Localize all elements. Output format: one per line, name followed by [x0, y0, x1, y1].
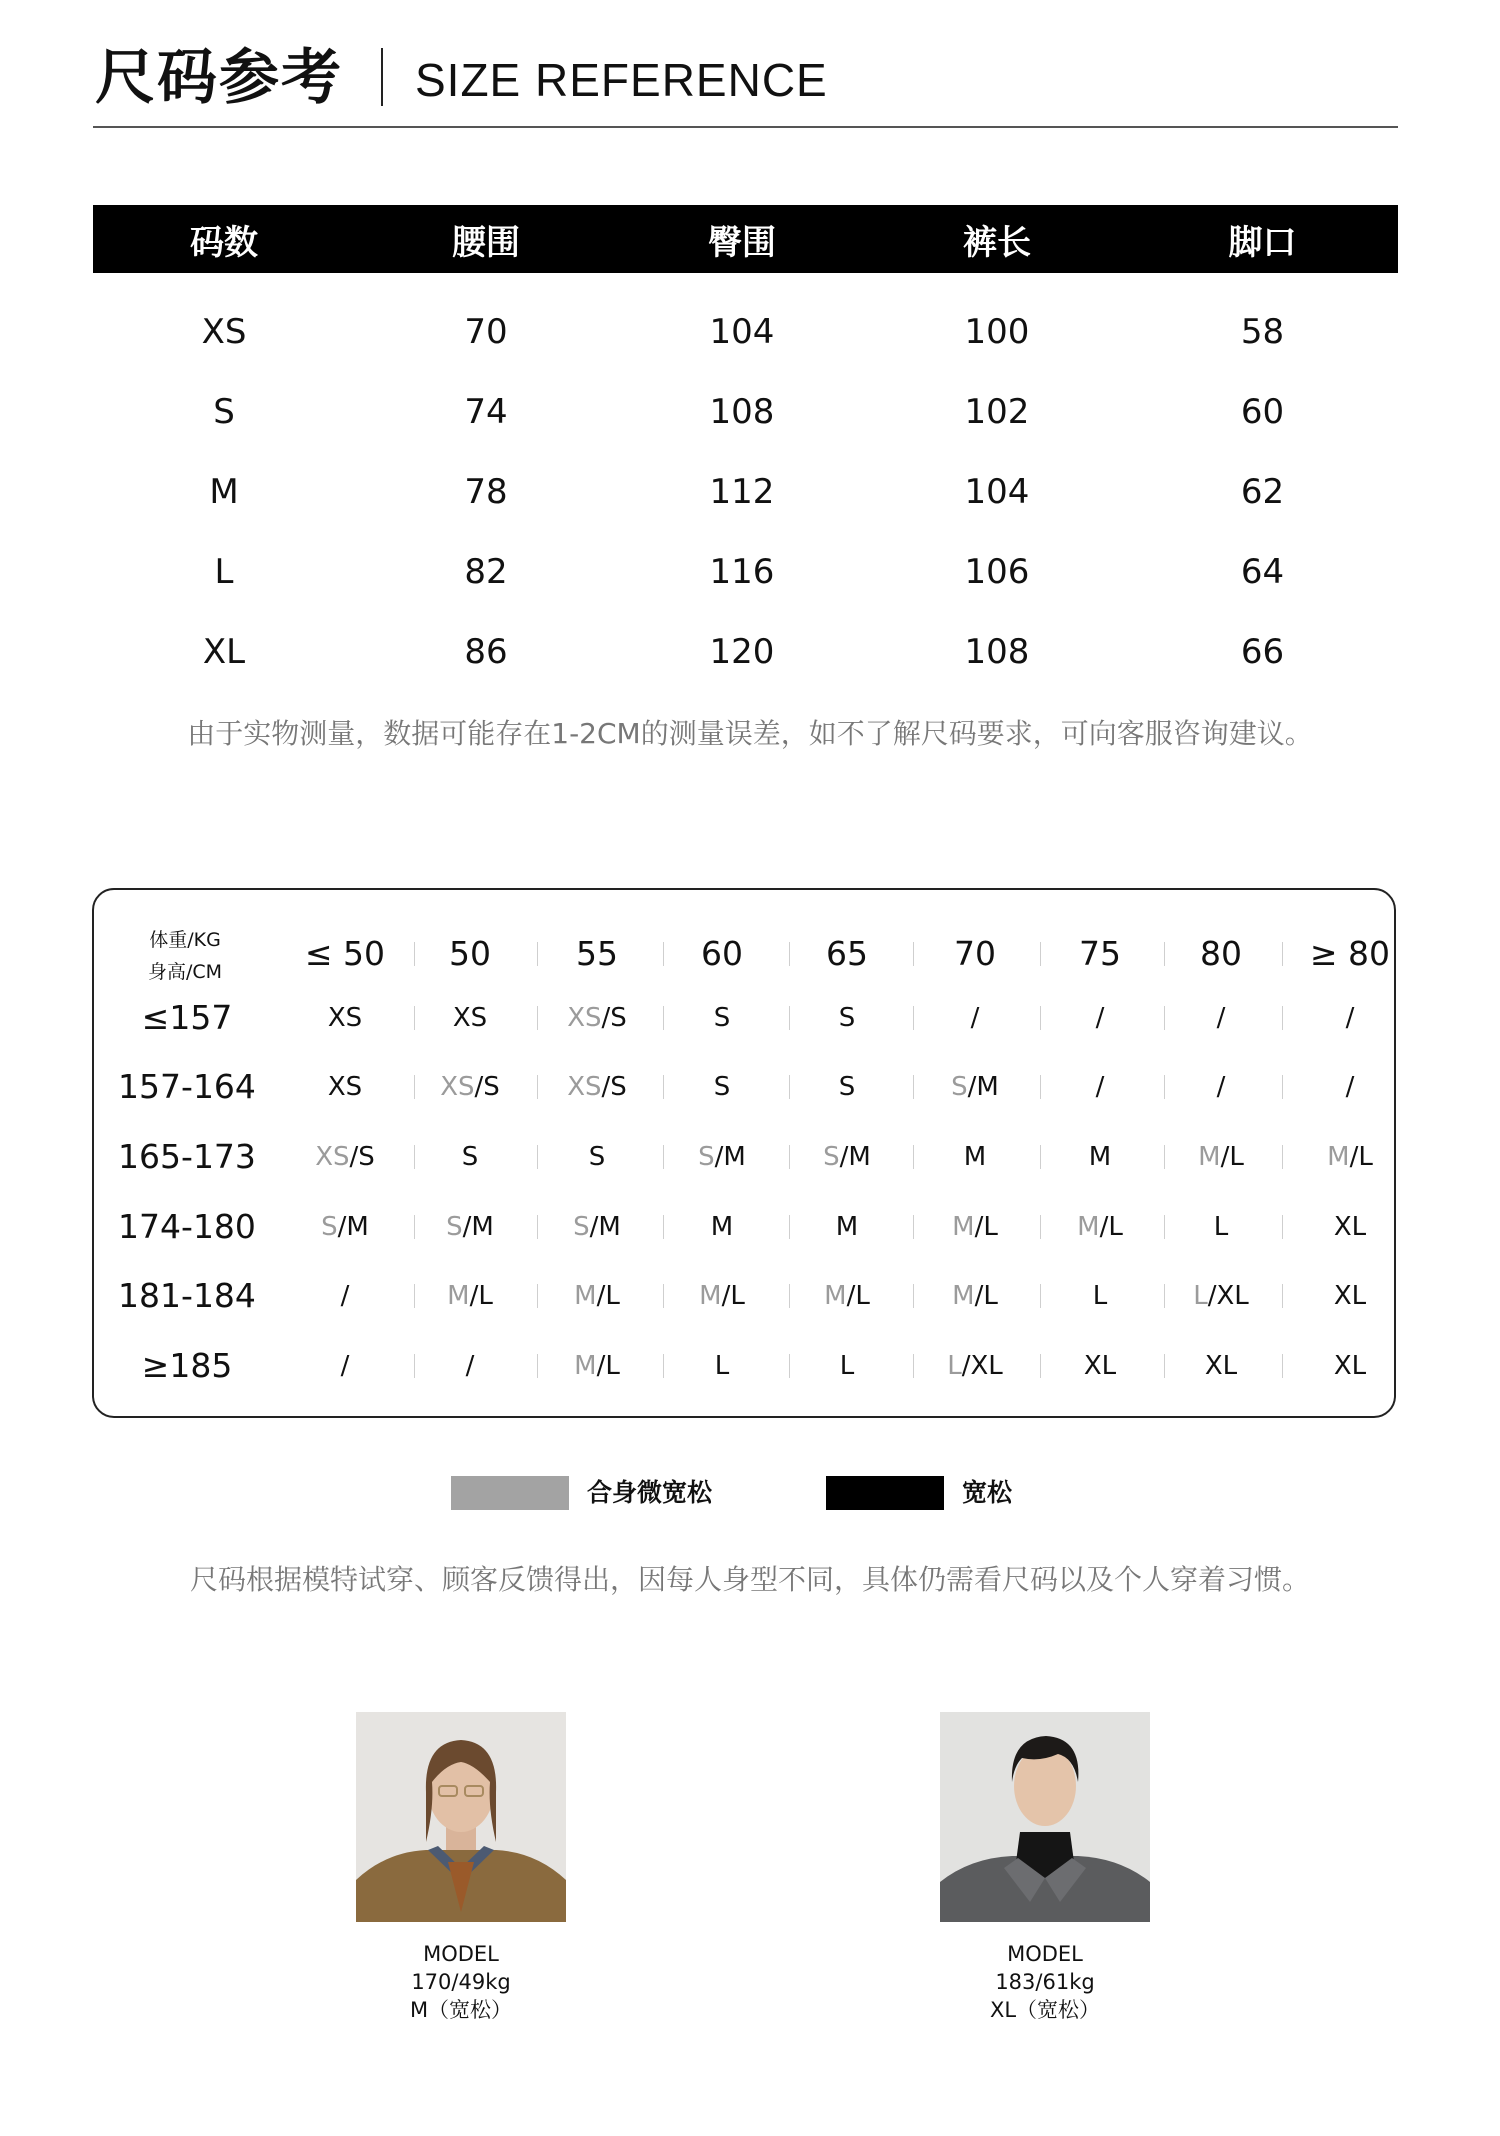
column-separator — [1040, 942, 1041, 966]
table-row — [93, 292, 1398, 372]
column-separator — [414, 1006, 415, 1030]
cell-waist: 78 — [464, 472, 508, 512]
size-loose-part: /M — [967, 1072, 999, 1102]
size-cell: L — [1213, 1212, 1229, 1242]
column-separator — [663, 1354, 664, 1378]
column-separator — [663, 1006, 664, 1030]
model-label: MODEL — [423, 1942, 499, 1966]
size-loose-part: /M — [337, 1212, 369, 1242]
size-loose-part: /L — [1099, 1212, 1123, 1242]
size-fit-part: M — [824, 1281, 847, 1311]
cell-hip: 112 — [709, 472, 775, 512]
column-separator — [663, 1284, 664, 1308]
size-cell: / — [1345, 1003, 1355, 1033]
table-row — [93, 452, 1398, 532]
size-cell: XS — [452, 1003, 488, 1033]
size-cell: XL — [1333, 1281, 1367, 1311]
size-cell — [410, 1067, 530, 1107]
table-row — [93, 532, 1398, 612]
column-separator — [1040, 1145, 1041, 1169]
height-label: ≤157 — [141, 998, 233, 1037]
col-header-length: 裤长 — [963, 222, 1031, 263]
size-cell: S — [461, 1142, 479, 1172]
size-fit-part: M — [574, 1281, 597, 1311]
size-fit-part: M — [574, 1351, 597, 1381]
size-cell — [410, 1276, 530, 1316]
size-loose-part: /L — [469, 1281, 493, 1311]
size-cell: XL — [1333, 1212, 1367, 1242]
column-separator — [1040, 1075, 1041, 1099]
cell-hem: 60 — [1240, 392, 1285, 432]
size-fit-part: M — [447, 1281, 470, 1311]
col-header-hem: 脚口 — [1228, 222, 1297, 263]
size-cell — [662, 1276, 782, 1316]
size-cell — [787, 1137, 907, 1177]
size-loose-part: /L — [846, 1281, 870, 1311]
column-separator — [1164, 1145, 1165, 1169]
model-label: MODEL — [1007, 1942, 1083, 1966]
size-cell: / — [465, 1351, 475, 1381]
model-stats: 170/49kg — [411, 1970, 511, 1994]
column-separator — [537, 1006, 538, 1030]
column-separator — [913, 1215, 914, 1239]
size-fit-part: M — [699, 1281, 722, 1311]
size-cell — [537, 1276, 657, 1316]
size-loose-part: /M — [589, 1212, 621, 1242]
column-separator — [1282, 1284, 1283, 1308]
weight-header: 60 — [701, 934, 743, 973]
size-fit-part: S — [951, 1072, 968, 1102]
model-size: XL（宽松） — [989, 1998, 1101, 2022]
cell-length: 102 — [964, 392, 1030, 432]
page-title-cn: 尺码参考 — [95, 43, 343, 113]
column-separator — [1282, 1215, 1283, 1239]
size-cell: / — [340, 1281, 350, 1311]
size-cell: L — [839, 1351, 855, 1381]
height-label: 181-184 — [118, 1276, 256, 1315]
size-cell: / — [970, 1003, 980, 1033]
size-cell — [1040, 1207, 1160, 1247]
legend-label-loose: 宽松 — [962, 1478, 1013, 1507]
size-cell — [537, 1067, 657, 1107]
cell-hem: 58 — [1240, 312, 1285, 352]
size-fit-part: S — [698, 1142, 715, 1172]
column-separator — [1040, 1215, 1041, 1239]
model-caption-female — [331, 1940, 591, 2024]
weight-header: 65 — [826, 934, 868, 973]
size-cell — [1161, 1276, 1281, 1316]
cell-hip: 116 — [709, 552, 775, 592]
weight-header: ≤ 50 — [304, 934, 386, 973]
size-cell: / — [1345, 1072, 1355, 1102]
fit-note: 尺码根据模特试穿、顾客反馈得出，因每人身型不同，具体仍需看尺码以及个人穿着习惯。 — [189, 1563, 1310, 1596]
size-cell: S — [838, 1003, 856, 1033]
size-fit-part: M — [1077, 1212, 1100, 1242]
column-separator — [537, 1075, 538, 1099]
size-loose-part: /L — [974, 1212, 998, 1242]
size-fit-part: XS — [315, 1142, 350, 1172]
column-separator — [789, 1006, 790, 1030]
size-loose-part: /S — [601, 1072, 627, 1102]
size-cell — [285, 1137, 405, 1177]
size-loose-part: /M — [714, 1142, 746, 1172]
legend-label-fit: 合身微宽松 — [587, 1478, 713, 1507]
size-cell: XL — [1204, 1351, 1238, 1381]
size-cell — [915, 1067, 1035, 1107]
size-cell: XS — [327, 1072, 363, 1102]
col-header-waist: 腰围 — [452, 222, 520, 263]
weight-header: 50 — [449, 934, 491, 973]
column-separator — [537, 1215, 538, 1239]
cell-size: S — [213, 392, 235, 432]
size-cell: M — [963, 1142, 987, 1172]
size-cell — [915, 1276, 1035, 1316]
cell-length: 104 — [964, 472, 1030, 512]
column-separator — [913, 1284, 914, 1308]
size-cell: L — [1092, 1281, 1108, 1311]
header-rule — [93, 126, 1398, 128]
corner-height-label: 身高/CM — [147, 961, 223, 983]
column-separator — [1164, 1075, 1165, 1099]
size-fit-part: M — [952, 1212, 975, 1242]
column-separator — [414, 1354, 415, 1378]
size-cell: M — [835, 1212, 859, 1242]
measurement-note: 由于实物测量，数据可能存在1-2CM的测量误差，如不了解尺码要求，可向客服咨询建议。 — [187, 717, 1313, 750]
column-separator — [1040, 1006, 1041, 1030]
grid-corner-label — [120, 924, 250, 988]
cell-hip: 120 — [709, 632, 775, 672]
weight-header: 55 — [576, 934, 618, 973]
size-fit-part: XS — [567, 1072, 602, 1102]
size-loose-part: /S — [601, 1003, 627, 1033]
size-cell — [537, 1207, 657, 1247]
title-divider — [381, 48, 383, 106]
size-cell — [537, 1346, 657, 1386]
weight-header: ≥ 80 — [1309, 934, 1391, 973]
column-separator — [414, 1145, 415, 1169]
cell-hip: 108 — [709, 392, 775, 432]
cell-waist: 82 — [464, 552, 508, 592]
weight-header: 75 — [1079, 934, 1121, 973]
size-fit-part: L — [947, 1351, 962, 1381]
size-cell: / — [340, 1351, 350, 1381]
column-separator — [1282, 1006, 1283, 1030]
column-separator — [414, 942, 415, 966]
cell-size: XL — [202, 632, 246, 672]
column-separator — [913, 942, 914, 966]
cell-hem: 64 — [1240, 552, 1285, 592]
size-loose-part: /XL — [961, 1351, 1003, 1381]
column-separator — [789, 942, 790, 966]
size-cell — [915, 1346, 1035, 1386]
size-cell — [1161, 1137, 1281, 1177]
column-separator — [789, 1284, 790, 1308]
column-separator — [1164, 1284, 1165, 1308]
column-separator — [1164, 1354, 1165, 1378]
model-stats: 183/61kg — [995, 1970, 1095, 1994]
weight-header: 70 — [954, 934, 996, 973]
size-cell — [662, 1137, 782, 1177]
size-loose-part: /L — [974, 1281, 998, 1311]
size-table — [93, 205, 1398, 692]
size-fit-part: M — [1327, 1142, 1350, 1172]
column-separator — [1040, 1354, 1041, 1378]
column-separator — [913, 1354, 914, 1378]
corner-weight-label: 体重/KG — [149, 929, 221, 951]
size-cell: / — [1095, 1003, 1105, 1033]
size-cell — [915, 1207, 1035, 1247]
size-cell: M — [1088, 1142, 1112, 1172]
size-cell — [537, 998, 657, 1038]
size-cell — [1290, 1137, 1410, 1177]
size-fit-part: M — [952, 1281, 975, 1311]
size-cell: L — [714, 1351, 730, 1381]
column-separator — [1282, 1145, 1283, 1169]
size-cell: / — [1216, 1072, 1226, 1102]
table-row — [93, 612, 1398, 692]
column-separator — [1164, 1006, 1165, 1030]
size-fit-part: M — [1198, 1142, 1221, 1172]
column-separator — [789, 1075, 790, 1099]
column-separator — [913, 1145, 914, 1169]
legend-swatch-fit — [451, 1476, 569, 1510]
cell-waist: 74 — [464, 392, 508, 432]
size-cell: S — [588, 1142, 606, 1172]
cell-hem: 62 — [1240, 472, 1285, 512]
height-label: ≥185 — [141, 1346, 233, 1385]
size-cell — [410, 1207, 530, 1247]
size-fit-part: XS — [440, 1072, 475, 1102]
height-label: 174-180 — [118, 1207, 256, 1246]
column-separator — [789, 1354, 790, 1378]
height-label: 157-164 — [118, 1067, 256, 1106]
col-header-size: 码数 — [190, 222, 258, 263]
column-separator — [537, 1145, 538, 1169]
cell-waist: 86 — [464, 632, 508, 672]
column-separator — [913, 1075, 914, 1099]
size-fit-part: S — [573, 1212, 590, 1242]
size-cell: XL — [1333, 1351, 1367, 1381]
cell-size: XS — [201, 312, 247, 352]
size-fit-part: S — [446, 1212, 463, 1242]
column-separator — [537, 1354, 538, 1378]
column-separator — [537, 942, 538, 966]
size-fit-part: XS — [567, 1003, 602, 1033]
size-cell: XS — [327, 1003, 363, 1033]
cell-hem: 66 — [1240, 632, 1285, 672]
size-loose-part: /L — [596, 1351, 620, 1381]
size-cell: / — [1216, 1003, 1226, 1033]
column-separator — [1040, 1284, 1041, 1308]
column-separator — [414, 1215, 415, 1239]
cell-length: 108 — [964, 632, 1030, 672]
size-cell: S — [713, 1003, 731, 1033]
legend-swatch-loose — [826, 1476, 944, 1510]
model-caption-male — [915, 1940, 1175, 2024]
col-header-hip: 臀围 — [708, 222, 776, 263]
size-cell: M — [710, 1212, 734, 1242]
column-separator — [1164, 942, 1165, 966]
size-cell: S — [838, 1072, 856, 1102]
column-separator — [414, 1075, 415, 1099]
size-loose-part: /M — [839, 1142, 871, 1172]
size-loose-part: /L — [1349, 1142, 1373, 1172]
page-title-en: SIZE REFERENCE — [415, 54, 828, 106]
size-cell — [285, 1207, 405, 1247]
size-loose-part: /XL — [1207, 1281, 1249, 1311]
cell-length: 106 — [964, 552, 1030, 592]
cell-size: L — [214, 552, 234, 592]
size-cell — [787, 1276, 907, 1316]
size-loose-part: /L — [721, 1281, 745, 1311]
column-separator — [789, 1145, 790, 1169]
size-loose-part: /S — [474, 1072, 500, 1102]
column-separator — [1282, 1075, 1283, 1099]
size-cell: / — [1095, 1072, 1105, 1102]
column-separator — [663, 1145, 664, 1169]
size-loose-part: /M — [462, 1212, 494, 1242]
size-cell: S — [713, 1072, 731, 1102]
size-fit-part: S — [321, 1212, 338, 1242]
cell-hip: 104 — [709, 312, 775, 352]
column-separator — [537, 1284, 538, 1308]
column-separator — [789, 1215, 790, 1239]
size-loose-part: /L — [1220, 1142, 1244, 1172]
column-separator — [663, 942, 664, 966]
column-separator — [414, 1284, 415, 1308]
size-loose-part: /S — [349, 1142, 375, 1172]
column-separator — [1282, 942, 1283, 966]
size-fit-part: S — [823, 1142, 840, 1172]
model-photo-male — [940, 1712, 1150, 1922]
size-table-header — [93, 205, 1398, 273]
size-cell: XL — [1083, 1351, 1117, 1381]
table-row — [93, 372, 1398, 452]
column-separator — [663, 1215, 664, 1239]
height-label: 165-173 — [118, 1137, 256, 1176]
column-separator — [913, 1006, 914, 1030]
column-separator — [1164, 1215, 1165, 1239]
cell-waist: 70 — [464, 312, 508, 352]
size-fit-part: L — [1193, 1281, 1208, 1311]
column-separator — [663, 1075, 664, 1099]
size-loose-part: /L — [596, 1281, 620, 1311]
model-size: M（宽松） — [409, 1998, 513, 2022]
column-separator — [1282, 1354, 1283, 1378]
cell-length: 100 — [964, 312, 1030, 352]
weight-header: 80 — [1200, 934, 1242, 973]
cell-size: M — [209, 472, 239, 512]
model-photo-female — [356, 1712, 566, 1922]
